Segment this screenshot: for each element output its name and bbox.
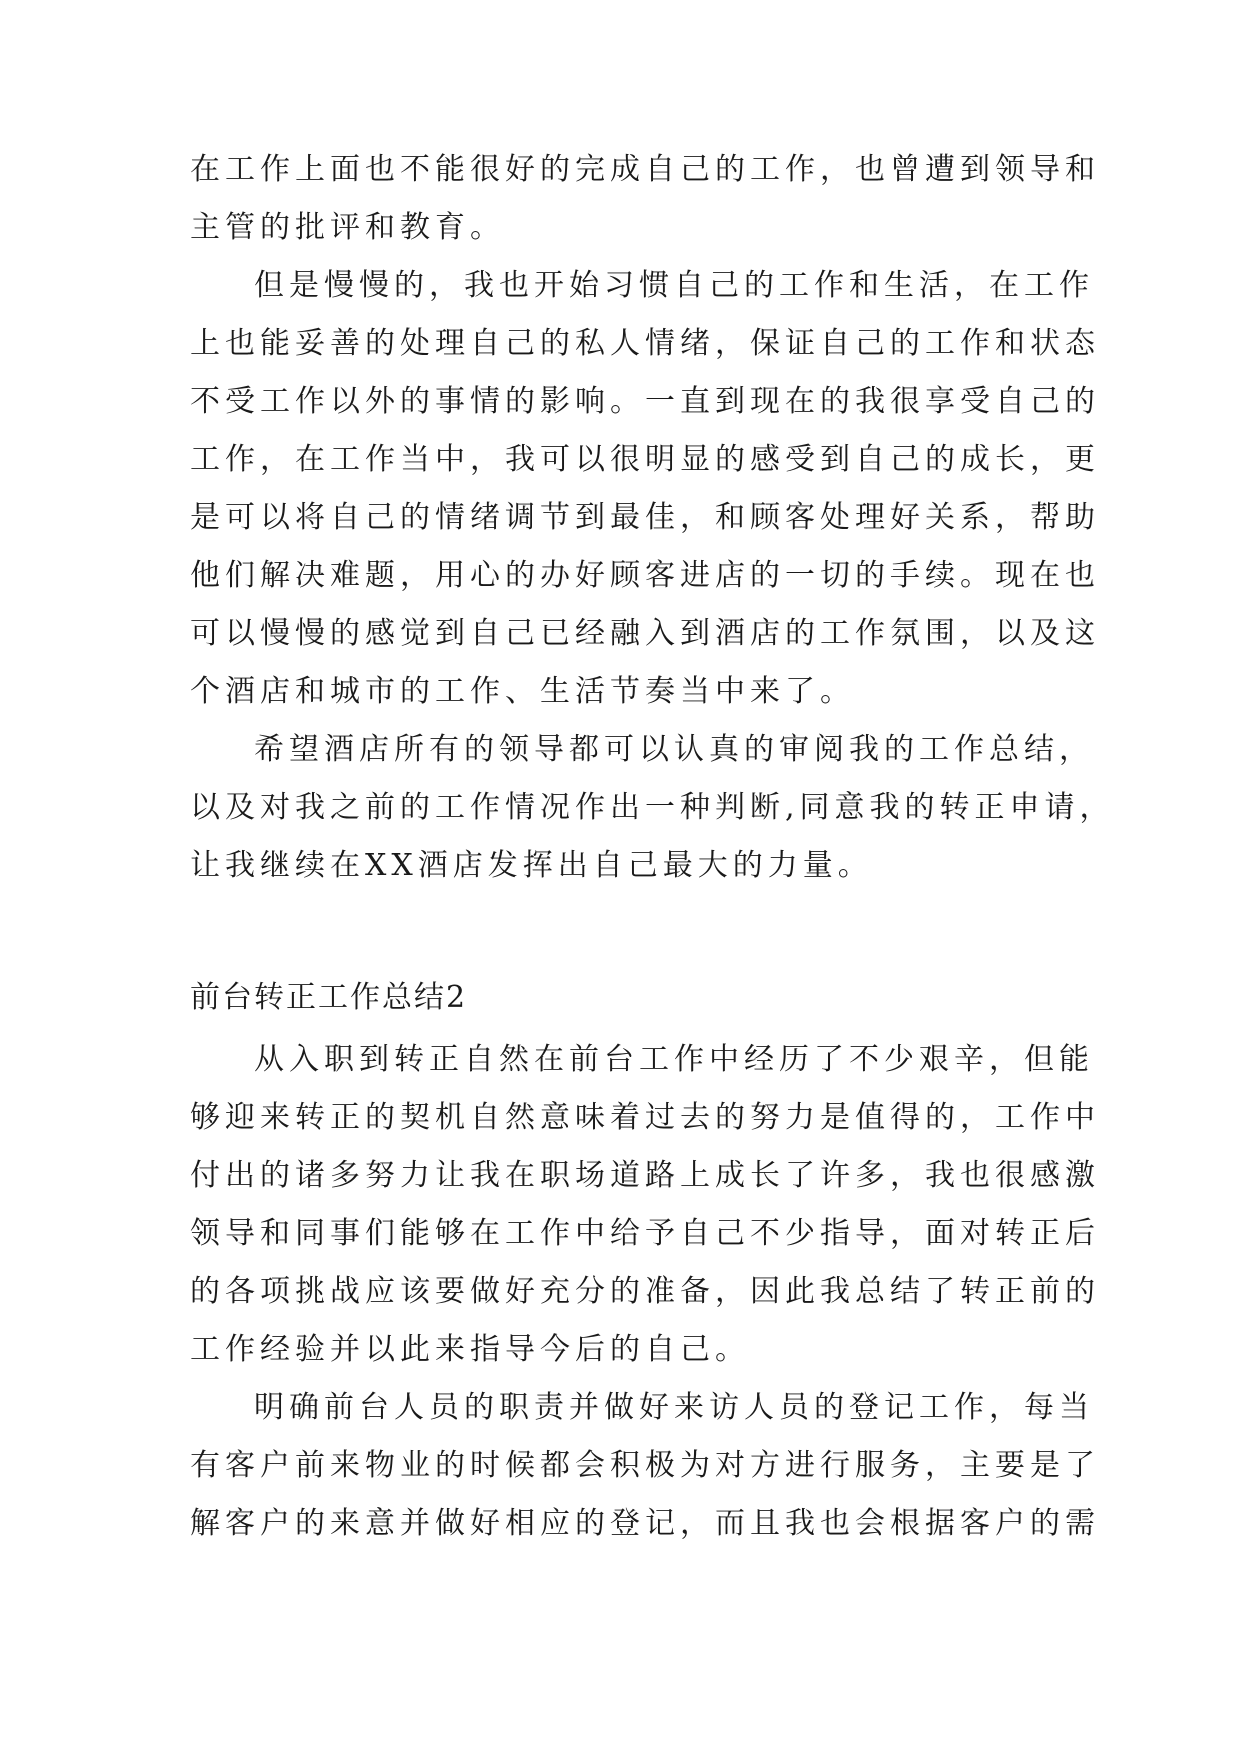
text-line: 可以慢慢的感觉到自己已经融入到酒店的工作氛围，以及这 bbox=[190, 616, 1100, 651]
text-line: 是可以将自己的情绪调节到最佳，和顾客处理好关系，帮助 bbox=[190, 500, 1100, 535]
text-line: 他们解决难题，用心的办好顾客进店的一切的手续。现在也 bbox=[190, 558, 1100, 593]
text-line: 够迎来转正的契机自然意味着过去的努力是值得的，工作中 bbox=[190, 1100, 1100, 1135]
text-line: 主管的批评和教育。 bbox=[190, 210, 505, 245]
text-line: 在工作上面也不能很好的完成自己的工作，也曾遭到领导和 bbox=[190, 152, 1100, 187]
paragraph-start-line: 明确前台人员的职责并做好来访人员的登记工作，每当 bbox=[254, 1390, 1094, 1425]
text-line: 不受工作以外的事情的影响。一直到现在的我很享受自己的 bbox=[190, 384, 1100, 419]
text-line: 让我继续在XX酒店发挥出自己最大的力量。 bbox=[190, 848, 873, 883]
text-line: 领导和同事们能够在工作中给予自己不少指导，面对转正后 bbox=[190, 1216, 1100, 1251]
paragraph-start-line: 希望酒店所有的领导都可以认真的审阅我的工作总结， bbox=[254, 732, 1094, 767]
text-line: 以及对我之前的工作情况作出一种判断,同意我的转正申请， bbox=[190, 790, 1115, 825]
text-line: 工作经验并以此来指导今后的自己。 bbox=[190, 1332, 750, 1367]
text-line: 付出的诸多努力让我在职场道路上成长了许多，我也很感激 bbox=[190, 1158, 1100, 1193]
text-line: 上也能妥善的处理自己的私人情绪，保证自己的工作和状态 bbox=[190, 326, 1100, 361]
text-line: 的各项挑战应该要做好充分的准备，因此我总结了转正前的 bbox=[190, 1274, 1100, 1309]
text-line: 解客户的来意并做好相应的登记，而且我也会根据客户的需 bbox=[190, 1506, 1100, 1541]
text-line: 个酒店和城市的工作、生活节奏当中来了。 bbox=[190, 674, 855, 709]
section-heading: 前台转正工作总结2 bbox=[190, 980, 468, 1015]
text-line: 有客户前来物业的时候都会积极为对方进行服务，主要是了 bbox=[190, 1448, 1100, 1483]
text-line: 工作，在工作当中，我可以很明显的感受到自己的成长，更 bbox=[190, 442, 1100, 477]
paragraph-start-line: 但是慢慢的，我也开始习惯自己的工作和生活，在工作 bbox=[254, 268, 1094, 303]
paragraph-start-line: 从入职到转正自然在前台工作中经历了不少艰辛，但能 bbox=[254, 1042, 1094, 1077]
